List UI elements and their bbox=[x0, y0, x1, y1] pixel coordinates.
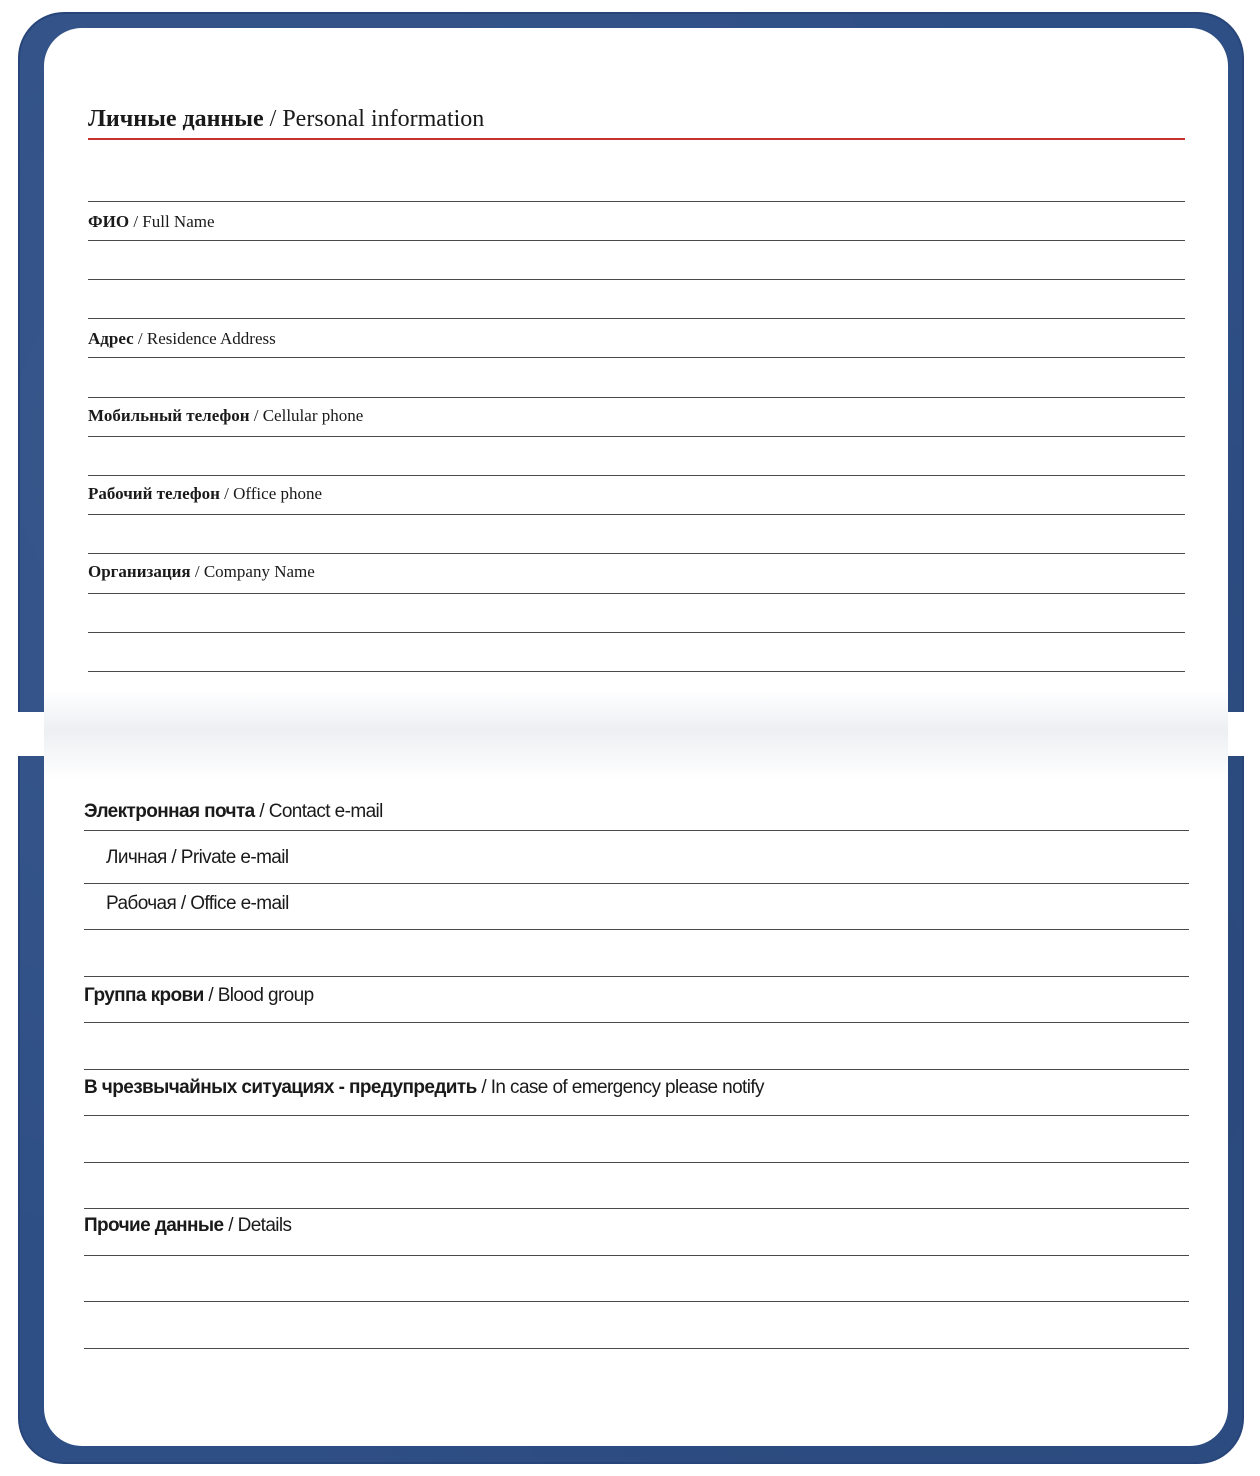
field-label-en: / Full Name bbox=[133, 212, 215, 231]
field-details bbox=[84, 1215, 291, 1237]
form-line bbox=[88, 201, 1185, 202]
field-label-ru: Прочие данные bbox=[84, 1215, 224, 1236]
form-line bbox=[88, 671, 1185, 672]
page-title bbox=[88, 104, 484, 134]
field-office-phone bbox=[88, 483, 322, 505]
form-line bbox=[84, 1162, 1189, 1163]
field-label-ru: В чрезвычайных ситуациях - предупредить bbox=[84, 1077, 477, 1098]
form-line bbox=[84, 976, 1189, 977]
field-label-ru: Группа крови bbox=[84, 985, 204, 1006]
page-title-en: / Personal information bbox=[269, 106, 485, 132]
form-line bbox=[84, 1208, 1189, 1209]
field-label-en: / Residence Address bbox=[137, 329, 276, 348]
page-title-ru: Личные данные bbox=[88, 106, 264, 132]
field-office-email bbox=[106, 893, 289, 915]
field-blood-group bbox=[84, 985, 314, 1007]
fold-shadow bbox=[44, 690, 1228, 780]
field-label: Рабочая / Office e-mail bbox=[106, 893, 289, 914]
title-underline bbox=[88, 138, 1185, 140]
form-line bbox=[88, 357, 1185, 358]
form-line bbox=[88, 279, 1185, 280]
form-line bbox=[84, 1115, 1189, 1116]
form-line bbox=[84, 1022, 1189, 1023]
field-label-ru: Мобильный телефон bbox=[88, 406, 250, 425]
field-label-en: / In case of emergency please notify bbox=[481, 1077, 764, 1098]
field-label-en: / Details bbox=[228, 1215, 292, 1236]
field-address bbox=[88, 328, 276, 350]
field-company bbox=[88, 561, 315, 583]
field-label-en: / Cellular phone bbox=[253, 406, 364, 425]
form-line bbox=[88, 514, 1185, 515]
field-label-en: / Office phone bbox=[224, 484, 323, 503]
form-line bbox=[84, 1069, 1189, 1070]
field-label-ru: Рабочий телефон bbox=[88, 484, 220, 503]
form-line bbox=[88, 318, 1185, 319]
form-line bbox=[88, 397, 1185, 398]
form-line bbox=[84, 883, 1189, 884]
form-line bbox=[88, 632, 1185, 633]
form-line bbox=[88, 436, 1185, 437]
form-line bbox=[88, 240, 1185, 241]
field-label-en: / Blood group bbox=[208, 985, 314, 1006]
form-line bbox=[84, 830, 1189, 831]
form-line bbox=[84, 1301, 1189, 1302]
field-contact-email bbox=[84, 801, 383, 823]
field-private-email bbox=[106, 847, 289, 869]
field-label-en: / Contact e-mail bbox=[259, 801, 383, 822]
field-mobile-phone bbox=[88, 405, 363, 427]
field-label-ru: ФИО bbox=[88, 212, 130, 231]
field-full-name bbox=[88, 211, 215, 233]
form-line bbox=[88, 475, 1185, 476]
field-label-ru: Адрес bbox=[88, 329, 134, 348]
field-label-ru: Электронная почта bbox=[84, 801, 255, 822]
form-line bbox=[88, 593, 1185, 594]
field-label: Личная / Private e-mail bbox=[106, 847, 289, 868]
field-label-ru: Организация bbox=[88, 562, 191, 581]
form-line bbox=[84, 1255, 1189, 1256]
form-line bbox=[84, 929, 1189, 930]
form-line bbox=[84, 1348, 1189, 1349]
field-label-en: / Company Name bbox=[194, 562, 315, 581]
form-line bbox=[88, 553, 1185, 554]
field-emergency-contact bbox=[84, 1077, 764, 1099]
